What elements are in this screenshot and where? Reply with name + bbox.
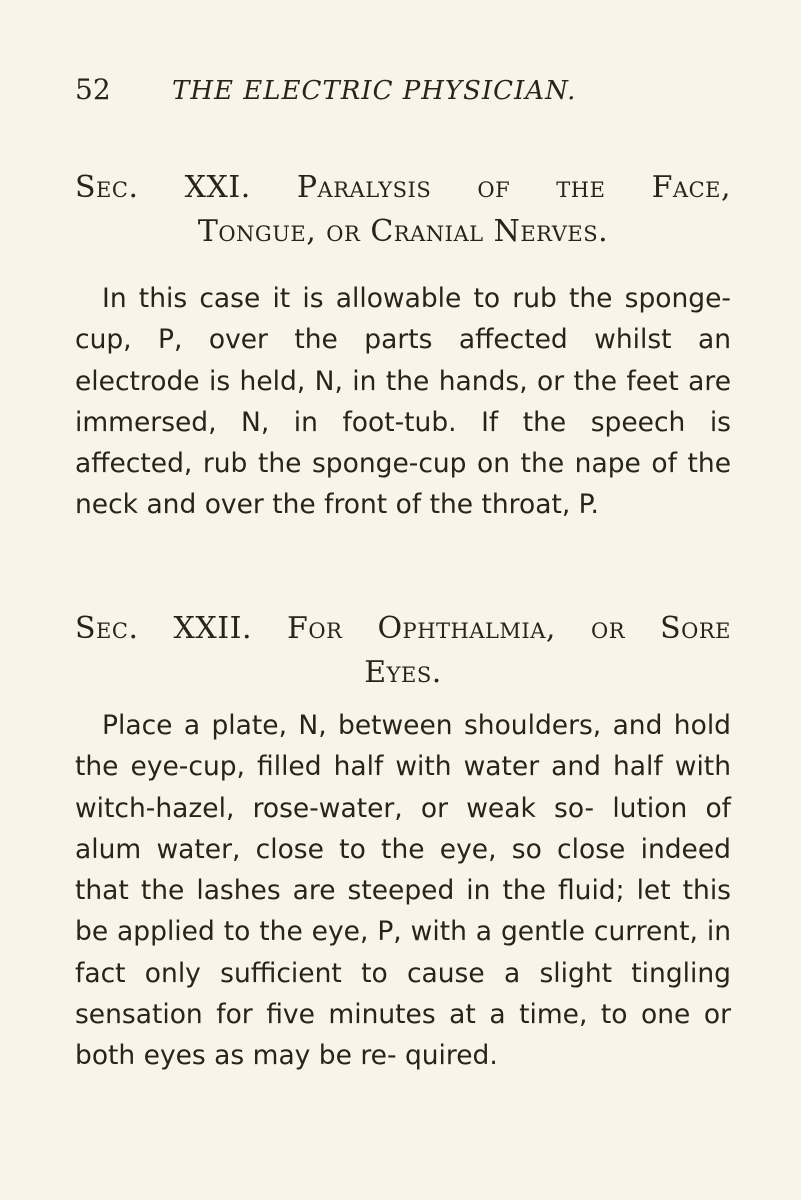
section-body-xxi xyxy=(75,278,731,526)
section-heading-line: Eyes. xyxy=(364,655,442,690)
section-body-xxii xyxy=(75,705,731,1077)
section-heading-line: Sec. XXII. For Ophthalmia, or Sore xyxy=(75,611,731,646)
paragraph-text: Place a plate, N, between shoulders, and hold the eye-cup, filled half with water and half with witch-hazel, rose-water, or weak so- lution of alum water, close to the eye, so close indeed that the lashes are steeped in the fluid; let this be applied to the eye, P, with a gentle current, in fact only sufficient to cause a slight tingling sensation for five minutes at a time, to one or both eyes as may be re- quired. xyxy=(75,710,731,1072)
section-heading-xxii xyxy=(75,607,731,695)
running-title: THE ELECTRIC PHYSICIAN. xyxy=(172,76,577,106)
section-heading-line: Sec. XXI. Paralysis of the Face, xyxy=(75,170,731,205)
page-number: 52 xyxy=(75,73,111,106)
paragraph-text: In this case it is allowable to rub the sponge-cup, P, over the parts affected whilst an electrode is held, N, in the hands, or the feet are immersed, N, in foot-tub. If the speech is affected, rub the sponge-cup on the nape of the neck and over the front of the throat, P. xyxy=(75,283,731,521)
section-heading-xxi xyxy=(75,166,731,254)
section-heading-line: Tongue, or Cranial Nerves. xyxy=(197,214,609,249)
